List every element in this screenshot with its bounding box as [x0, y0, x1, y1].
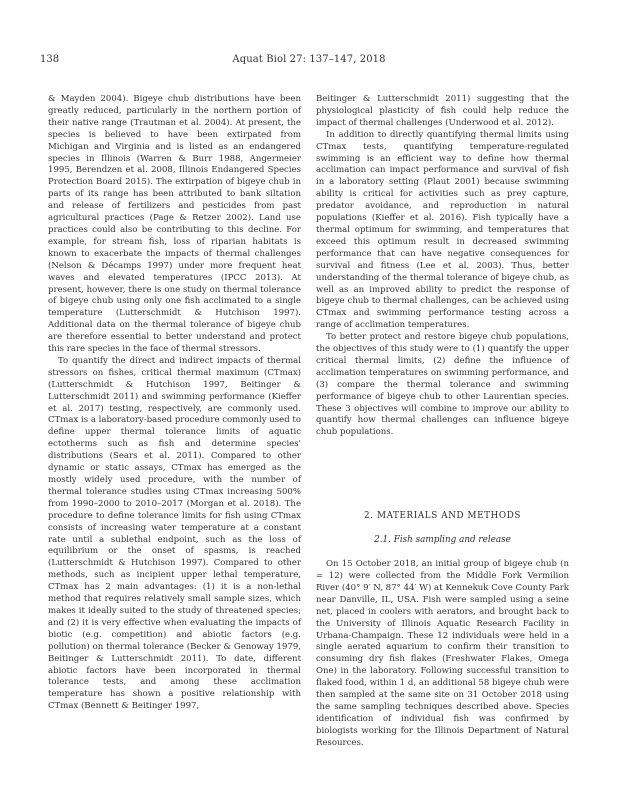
page-number: 138 [40, 54, 60, 65]
paragraph: On 15 October 2018, an initial group of bigeye chub (n = 12) were collected from the Middle Fork Vermilion River (40° 9′ N, 87° 44′ W) at Kennekuk Cove County Park near Danville, IL, USA. Fish were sampled using a seine net, placed in coolers with aerators, and brought back to the University of Illinois Aquatic Research Facility in Urbana-Champaign. These 12 individuals were held in a single aerated aquarium to confirm their transition to consuming dry fish flakes (Freshwater Flakes, Omega One) in the laboratory. Following successful transition to flaked food, within 1 d, an additional 58 bigeye chub were then sampled at the same site on 31 October 2018 using the same sampling techniques described above. Species identification of individual fish was confirmed by biologists working for the Illinois Department of Natural Resources. [316, 559, 569, 748]
left-column [48, 94, 301, 713]
running-head: Aquat Biol 27: 137–147, 2018 [232, 54, 386, 65]
subsection-heading: 2.1. Fish sampling and release [374, 535, 511, 546]
heading-spacer [316, 523, 569, 535]
paragraph: & Mayden 2004). Bigeye chub distributions have been greatly reduced, particularly in the northern portion of their native range (Trautman et al. 2004). At present, the species is believed to have been extirpated from Michigan and Virginia and is listed as an endangered species in Illinois (Warren & Burr 1988, Angermeier 1995, Berendzen et al. 2008, Illinois Endangered Species Protection Board 2015). The extirpation of bigeye chub in parts of its range has been attributed to bank siltation and release of fertilizers and pesticides from past agricultural practices (Page & Retzer 2002). Land use practices could also be contributing to this decline. For example, for stream fish, loss of riparian habitats is known to exacerbate the impacts of thermal challenges (Nelson & Décamps 1997) under more frequent heat waves and elevated temperatures (IPCC 2013). At present, however, there is one study on thermal tolerance of bigeye chub using only one fish acclimated to a single temperature (Lutterschmidt & Hutchison 1997). Additional data on the thermal tolerance of bigeye chub are therefore essential to better understand and protect this rare species in the face of thermal stressors. [48, 94, 301, 355]
section-heading: 2. MATERIALS AND METHODS [363, 511, 522, 522]
paragraph: In addition to directly quantifying thermal limits using CTmax tests, quantifying temperature-regulated swimming is an efficient way to define how thermal acclimation can impact performance and survival of fish in a laboratory setting (Plaut 2001) because swimming ability is critical for activities such as prey capture, predator avoidance, and reproduction in natural populations (Kieffer et al. 2016). Fish typically have a thermal optimum for swimming, and temperatures that exceed this optimum result in decreased swimming performance that can have negative consequences for survival and fitness (Lee et al. 2003). Thus, better understanding of the thermal tolerance of bigeye chub, as well as an improved ability to predict the response of bigeye chub to thermal challenges, can be achieved using CTmax and swimming performance testing across a range of acclimation temperatures. [316, 129, 569, 331]
paragraph: To better protect and restore bigeye chub populations, the objectives of this study were to (1) quantify the upper critical thermal limits, (2) define the influence of acclimation temperatures on swimming performance, and (3) compare the thermal tolerance and swimming performance of bigeye chub to other Laurentian species. These 3 objectives will combine to improve our ability to quantify how thermal challenges can influence bigeye chub populations. [316, 332, 569, 438]
section-spacer [316, 439, 569, 511]
paragraph: Beitinger & Lutterschmidt 2011) suggesting that the physiological plasticity of fish could help reduce the impact of thermal challenges (Underwood et al. 2012). [316, 94, 569, 128]
paragraph: To quantify the direct and indirect impacts of thermal stressors on fishes, critical thermal maximum (CTmax) (Lutterschmidt & Hutchison 1997, Beitinger & Lutterschmidt 2011) and swimming performance (Kieffer et al. 2017) testing, respectively, are commonly used. CTmax is a laboratory-based procedure commonly used to define upper thermal tolerance limits of aquatic ectotherms such as fish and determine species' distributions (Sears et al. 2011). Compared to other dynamic or static assays, CTmax has emerged as the mostly widely used procedure, with the number of thermal tolerance studies using CTmax increasing 500% from 1990–2000 to 2010–2017 (Morgan et al. 2018). The procedure to define tolerance limits for fish using CTmax consists of increasing water temperature at a constant rate until a sublethal endpoint, such as the loss of equilibrium or the onset of spasms, is reached (Lutterschmidt & Hutchison 1997). Compared to other methods, such as incipient upper lethal temperature, CTmax has 2 main advantages: (1) it is a non-lethal method that requires relatively small sample sizes, which makes it ideally suited to the study of threatened species; and (2) it is very effective when evaluating the impacts of biotic (e.g. competition) and abiotic factors (e.g. pollution) on thermal tolerance (Becker & Genoway 1979, Beitinger & Lutterschmidt 2011). To date, different abiotic factors have been incorporated in thermal tolerance tests, and among these acclimation temperature has shown a positive relationship with CTmax (Bennett & Beitinger 1997, [48, 355, 302, 712]
page-header [40, 54, 578, 68]
heading-spacer [316, 547, 569, 559]
right-column [316, 94, 569, 750]
